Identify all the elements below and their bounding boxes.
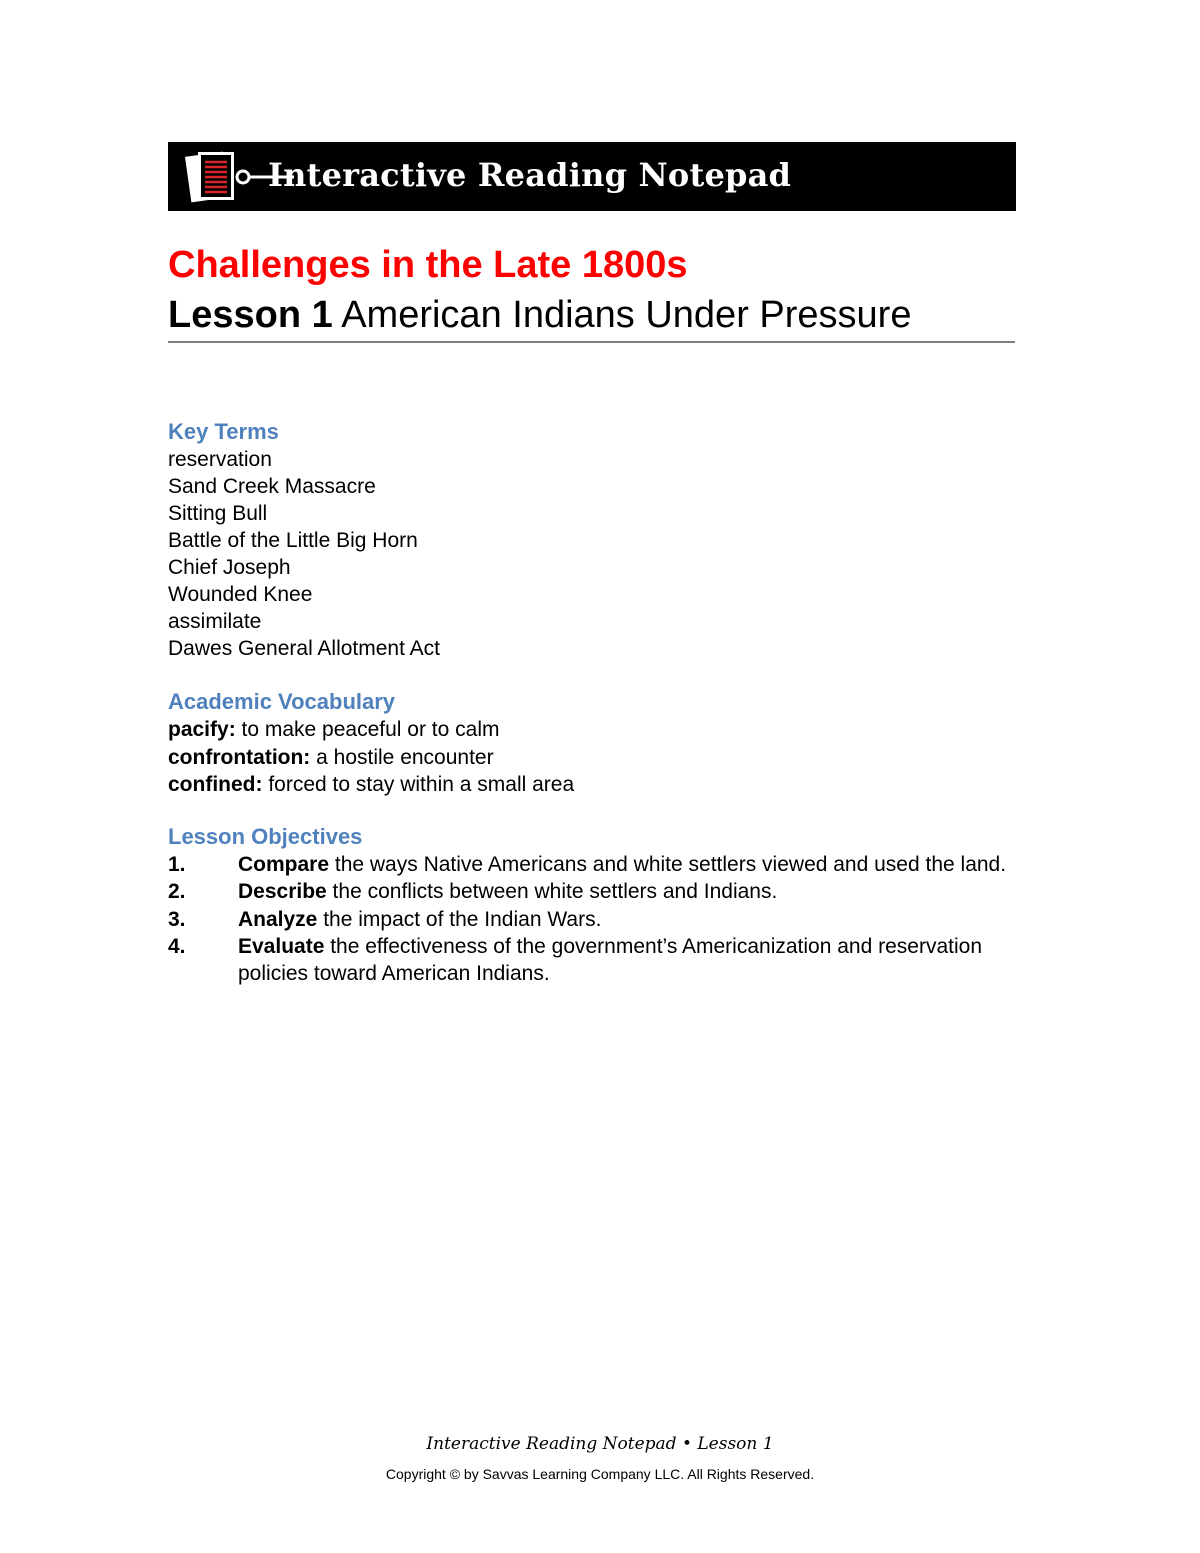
unit-title: Challenges in the Late 1800s xyxy=(168,244,688,286)
objective-verb: Evaluate xyxy=(238,934,325,958)
objective-text xyxy=(238,906,1016,933)
objective-verb: Compare xyxy=(238,853,330,876)
objective-description: the impact of the Indian Wars. xyxy=(317,907,602,931)
objective-number: 3. xyxy=(168,907,186,931)
key-term: Chief Joseph xyxy=(168,556,291,579)
banner-title: Interactive Reading Notepad xyxy=(268,156,792,194)
objective-verb: Analyze xyxy=(238,907,318,931)
vocabulary-item xyxy=(168,716,574,744)
key-term: Sitting Bull xyxy=(168,502,268,525)
objective-item xyxy=(168,851,1016,878)
objective-text xyxy=(238,933,1016,988)
lesson-objectives-heading: Lesson Objectives xyxy=(168,824,363,849)
key-term: Wounded Knee xyxy=(168,583,313,606)
objective-item xyxy=(168,906,1016,933)
vocabulary-definition: a hostile encounter xyxy=(310,745,494,769)
vocabulary-term: pacify: xyxy=(168,718,236,741)
key-term: assimilate xyxy=(168,610,262,633)
objective-item xyxy=(168,878,1016,905)
objectives-list xyxy=(168,851,1016,987)
vocabulary-definition: forced to stay within a small area xyxy=(262,773,575,796)
objective-text xyxy=(238,851,1016,878)
objective-number: 1. xyxy=(168,853,186,876)
objective-number: 4. xyxy=(168,934,186,958)
objective-number: 2. xyxy=(168,880,186,904)
academic-vocabulary-heading: Academic Vocabulary xyxy=(168,689,396,714)
title-divider xyxy=(168,341,1015,343)
key-terms-list xyxy=(168,446,440,662)
key-term: reservation xyxy=(168,448,272,471)
lesson-name: American Indians Under Pressure xyxy=(341,294,912,336)
vocabulary-term: confrontation: xyxy=(168,745,311,769)
footer-copyright: Copyright © by Savvas Learning Company LLC. All Rights Reserved. xyxy=(385,1466,815,1482)
objective-description: the ways Native Americans and white settlers viewed and used the land. xyxy=(329,853,1007,876)
objective-text xyxy=(238,878,1016,905)
key-terms-heading: Key Terms xyxy=(168,419,279,444)
lesson-number: Lesson 1 xyxy=(168,294,333,336)
vocabulary-item xyxy=(168,771,574,799)
key-term: Dawes General Allotment Act xyxy=(168,637,440,660)
objective-description: the conflicts between white settlers and Indians. xyxy=(326,880,778,904)
objective-description: the effectiveness of the government’s Americanization and reservation policies toward American Indians. xyxy=(238,934,982,986)
vocabulary-term: confined: xyxy=(168,773,263,796)
objective-item xyxy=(168,933,1016,988)
vocabulary-list xyxy=(168,716,574,799)
key-term: Battle of the Little Big Horn xyxy=(168,529,418,552)
vocabulary-definition: to make peaceful or to calm xyxy=(235,718,500,741)
vocabulary-item xyxy=(168,744,574,772)
footer-title: Interactive Reading Notepad • Lesson 1 xyxy=(426,1434,774,1454)
key-term: Sand Creek Massacre xyxy=(168,475,376,498)
header-banner xyxy=(168,142,1016,211)
lesson-title xyxy=(168,294,911,337)
objective-verb: Describe xyxy=(238,880,327,904)
